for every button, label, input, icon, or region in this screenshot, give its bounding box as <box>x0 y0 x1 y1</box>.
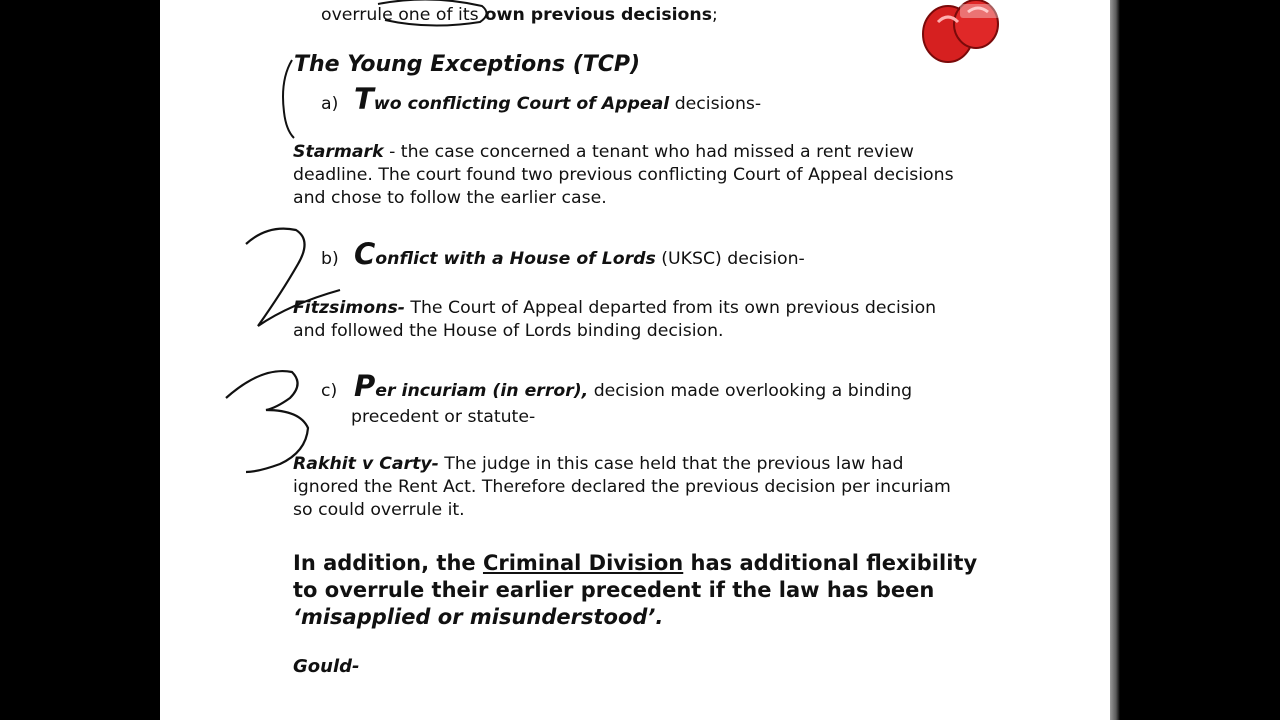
addition-line-1-post: has additional flexibility <box>683 551 978 575</box>
addition-paragraph <box>293 550 977 631</box>
case-b-line-1: The Court of Appeal departed from its own previous decision <box>404 298 937 318</box>
item-c-rest-line-2: precedent or statute- <box>351 407 536 427</box>
page-edge-shadow <box>1110 0 1120 720</box>
item-c-label: c) <box>321 381 338 401</box>
item-a-rest: decisions- <box>669 94 762 114</box>
section-heading: The Young Exceptions (TCP) <box>294 52 641 77</box>
case-a-line-3: and chose to follow the earlier case. <box>293 188 607 208</box>
item-a-italic: wo conflicting Court of Appeal <box>373 94 670 114</box>
item-c-title <box>354 369 912 403</box>
item-a-title <box>354 82 761 116</box>
item-c-rest: decision made overlooking a binding <box>588 381 913 401</box>
item-b-rest: (UKSC) decision- <box>655 249 805 269</box>
case-c-line-3: so could overrule it. <box>293 500 465 520</box>
item-b-big-letter: C <box>354 237 376 271</box>
case-gould: Gould- <box>293 656 360 677</box>
case-c-line-1: The judge in this case held that the previous law had <box>438 454 904 474</box>
case-c-line-2: ignored the Rent Act. Therefore declared the previous decision per incuriam <box>293 477 951 497</box>
case-starmark <box>293 141 954 210</box>
case-b-line-2: and followed the House of Lords binding decision. <box>293 321 724 341</box>
case-b-name: Fitzsimons- <box>293 298 405 318</box>
intro-bold: own previous decisions <box>478 5 712 25</box>
addition-line-1-pre: In addition, the <box>293 551 483 575</box>
addition-criminal-division: Criminal Division <box>482 551 684 575</box>
case-rakhit-v-carty <box>293 453 951 522</box>
intro-line <box>321 4 718 27</box>
item-c-big-letter: P <box>354 369 376 403</box>
case-a-line-2: deadline. The court found two previous conflicting Court of Appeal decisions <box>293 165 954 185</box>
intro-prefix: overrule <box>321 5 399 25</box>
intro-struck: one of its <box>398 5 479 25</box>
case-fitzsimons <box>293 297 936 343</box>
boxing-glove-icon <box>918 0 1004 66</box>
item-a-label: a) <box>321 94 339 114</box>
item-b-label: b) <box>321 249 339 269</box>
addition-line-3: ‘misapplied or misunderstood’. <box>293 605 664 629</box>
addition-line-2: to overrule their earlier precedent if the law has been <box>293 578 935 602</box>
intro-suffix: ; <box>712 5 718 25</box>
item-b-italic: onflict with a House of Lords <box>375 249 656 269</box>
item-b-title <box>354 237 805 271</box>
case-a-name: Starmark <box>293 142 384 162</box>
case-a-line-1: - the case concerned a tenant who had missed a rent review <box>383 142 914 162</box>
item-a-big-letter: T <box>354 82 374 116</box>
case-c-name: Rakhit v Carty- <box>293 454 439 474</box>
item-c-italic: er incuriam (in error), <box>375 381 589 401</box>
